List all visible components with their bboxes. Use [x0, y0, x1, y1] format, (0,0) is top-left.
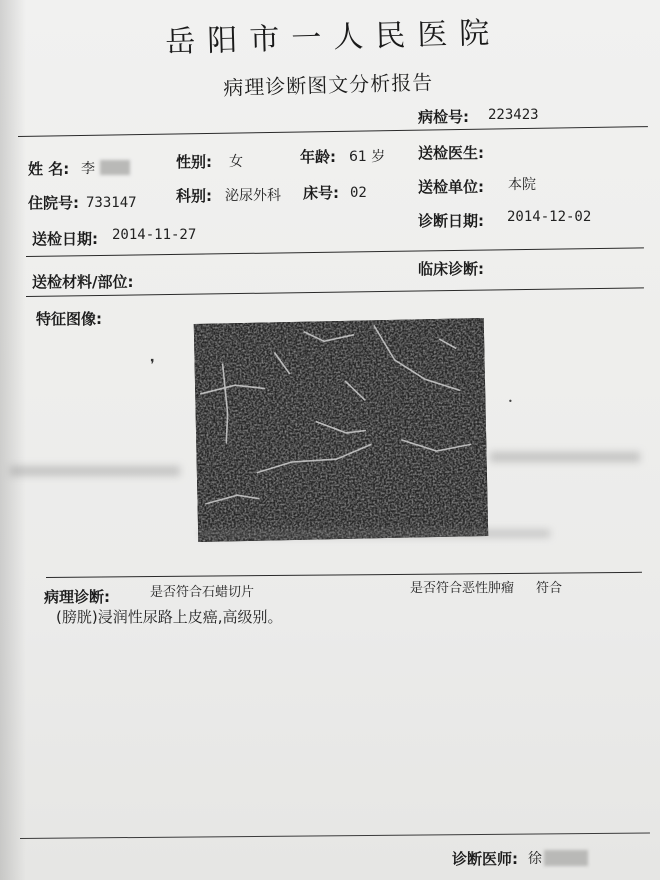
clinical-label: 临床诊断:	[418, 260, 484, 278]
report-title: 病理诊断图文分析报告	[222, 70, 434, 100]
pathology-no-label: 病检号:	[418, 108, 469, 126]
diag-date-value: 2014-12-02	[507, 209, 592, 225]
doctor-redaction	[544, 850, 588, 866]
smudge-bottom	[200, 530, 550, 537]
name-label: 姓 名:	[28, 160, 70, 178]
doctor-label: 诊断医师:	[452, 850, 518, 868]
sex-label: 性别:	[176, 153, 212, 171]
submit-date-value: 2014-11-27	[112, 227, 197, 243]
top-rule	[18, 126, 648, 137]
age-label: 年龄:	[300, 148, 336, 166]
material-label: 送检材料/部位:	[32, 273, 134, 291]
doctor-value: 徐	[528, 851, 542, 867]
inpatient-label: 住院号:	[28, 194, 79, 212]
microscopy-texture	[194, 318, 489, 542]
diagnosis-text: (膀胱)浸润性尿路上皮癌,高级别。	[56, 608, 283, 626]
unit-value: 本院	[508, 177, 536, 193]
inpatient-value: 733147	[86, 195, 137, 211]
diag-date-label: 诊断日期:	[418, 212, 484, 230]
paper-shadow	[0, 0, 26, 880]
sex-value: 女	[229, 154, 243, 170]
unit-label: 送检单位:	[418, 178, 484, 196]
image-label: 特征图像:	[36, 310, 102, 328]
dept-value: 泌尿外科	[225, 188, 281, 204]
age-value: 61 岁	[349, 149, 386, 165]
pathology-no-value: 223423	[488, 107, 539, 123]
ink-mark: ❜	[150, 357, 155, 373]
doctor-submit-label: 送检医生:	[418, 144, 484, 162]
pathology-image	[194, 318, 489, 542]
submit-date-label: 送检日期:	[32, 230, 98, 248]
dept-label: 科别:	[176, 187, 212, 205]
ink-dot: •	[508, 397, 513, 406]
diagnosis-rule	[46, 572, 642, 578]
malignant-check-label: 是否符合恶性肿瘤	[410, 581, 515, 596]
bed-value: 02	[350, 185, 367, 201]
header-rule	[26, 247, 644, 257]
pathology-diagnosis-label: 病理诊断:	[44, 588, 110, 606]
smudge-right	[490, 452, 640, 462]
smudge-left	[10, 466, 180, 476]
malignant-check-value: 符合	[536, 581, 563, 596]
name-value: 李	[81, 161, 95, 177]
hospital-name: 岳阳市一人民医院	[164, 15, 502, 60]
paraffin-check: 是否符合石蜡切片	[150, 585, 255, 600]
bed-label: 床号:	[303, 184, 339, 202]
name-redaction	[100, 160, 130, 175]
bottom-rule	[20, 833, 650, 839]
